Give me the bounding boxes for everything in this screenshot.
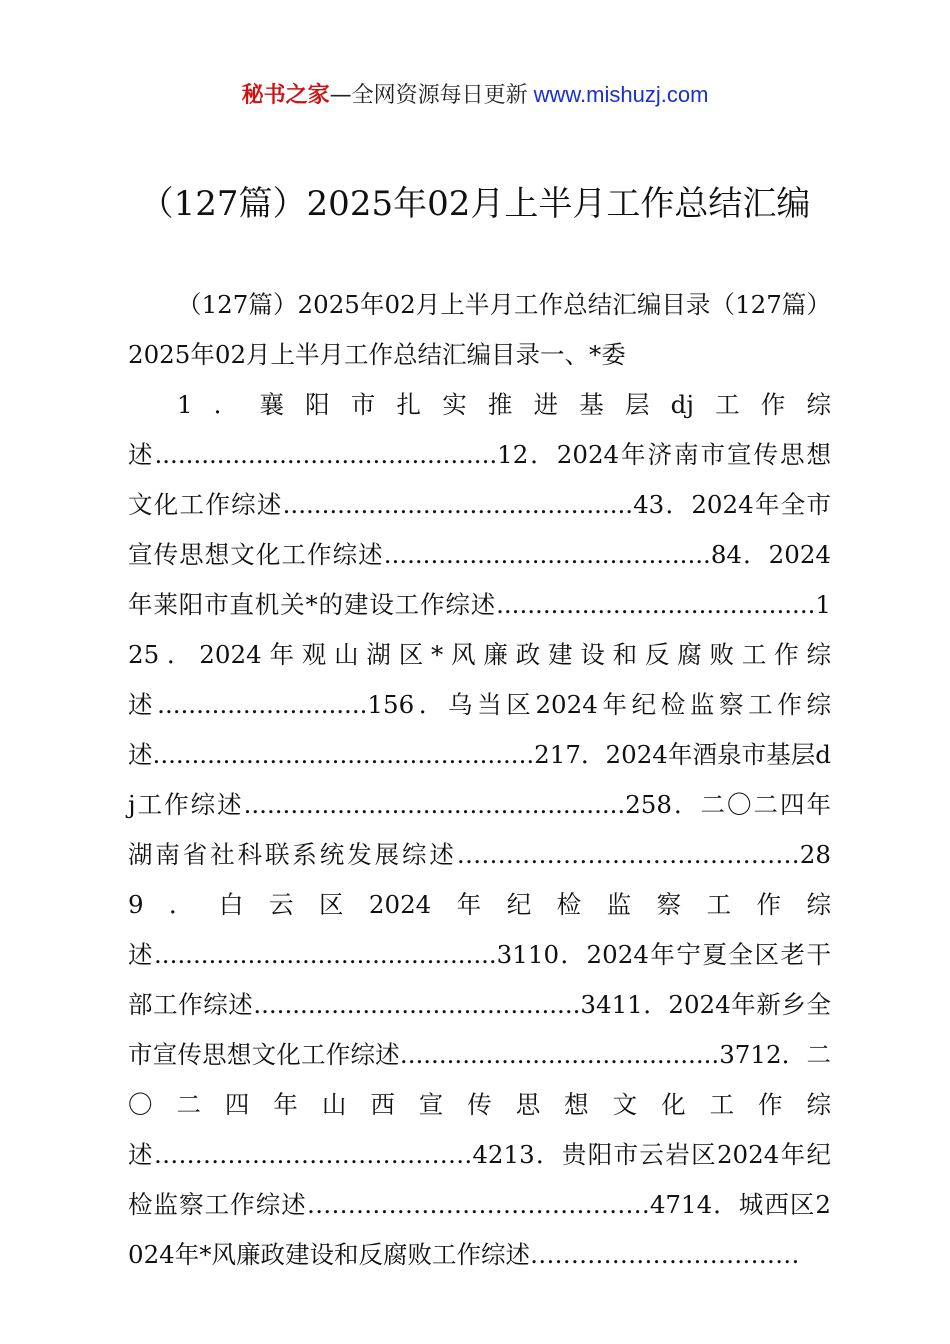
brand-tagline: —全网资源每日更新 (329, 83, 528, 108)
brand-name: 秘书之家 (241, 83, 330, 108)
document-title: （127篇）2025年02月上半月工作总结汇编 (139, 184, 811, 224)
toc-intro-paragraph: （127篇）2025年02月上半月工作总结汇编目录（127篇）2025年02月上半月工作总结汇编目录一、*委 (128, 290, 831, 369)
site-link[interactable]: www.mishuzj.com (533, 82, 709, 107)
document-body (128, 280, 831, 1280)
toc-entries-paragraph: 1．襄阳市扎实推进基层dj工作综述............................................12．2024年济南市宣传思想文化工作综述.............................................43．2024年全市宣传思想文化工作综述..........................................84．2024年莱阳市直机关*的建设工作综述.........................................125．2024年观山湖区*风廉政建设和反腐败工作综述...........................156．乌当区2024年纪检监察工作综述.................................................217．2024年酒泉市基层dj工作综述.................................................258．二〇二四年湖南省社科联系统发展综述……………………………………289．白云区2024年纪检监察工作综述............................................3110．2024年宁夏全区老干部工作综述..........................................3411．2024年新乡全市宣传思想文化工作综述.........................................3712．二〇二四年山西宣传思想文化工作综述…………………………………4213．贵阳市云岩区2024年纪检监察工作综述……………………………………4714．城西区2024年*风廉政建设和反腐败工作综述…………………………… (128, 390, 831, 1269)
watermark-header (0, 80, 950, 111)
